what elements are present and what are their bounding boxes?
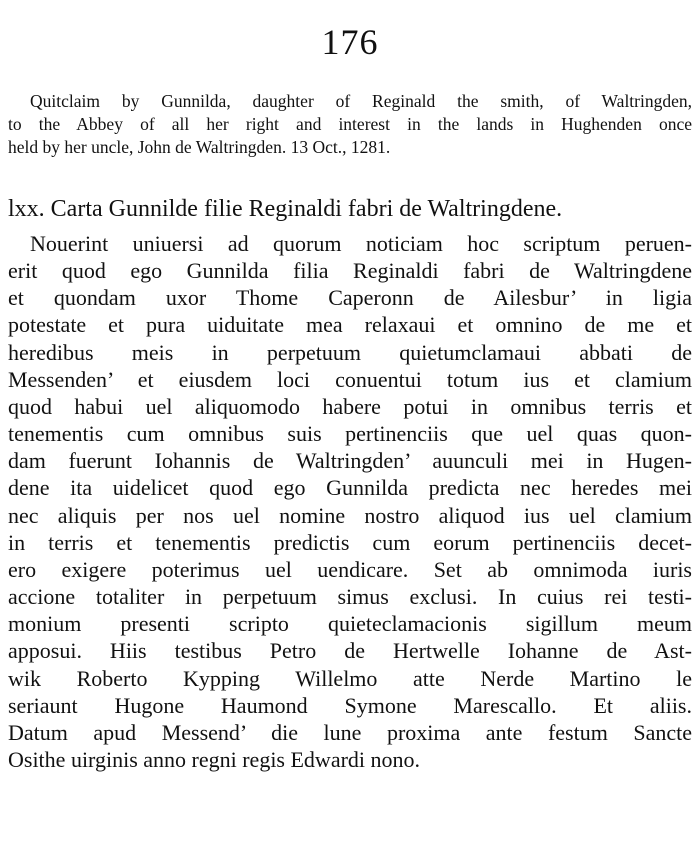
charter-summary xyxy=(8,90,692,159)
charter-heading: lxx. Carta Gunnilde filie Reginaldi fabri de Waltringdene. xyxy=(8,196,563,222)
charter-line: monium presenti scripto quieteclamacionis sigillum meum xyxy=(8,611,692,637)
charter-text xyxy=(8,230,692,773)
charter-line: Osithe uirginis anno regni regis Edwardi nono. xyxy=(8,746,421,772)
charter-line: in terris et tenementis predictis cum eorum pertinenciis decet- xyxy=(8,529,692,555)
charter-line: erit quod ego Gunnilda filia Reginaldi fabri de Waltringdene xyxy=(8,258,692,284)
page-number: 176 xyxy=(321,22,379,62)
charter-line: apposui. Hiis testibus Petro de Hertwelle Iohanne de Ast- xyxy=(8,638,692,664)
summary-line: Quitclaim by Gunnilda, daughter of Reginald the smith, of Waltringden, xyxy=(30,91,692,111)
charter-line: nec aliquis per nos uel nomine nostro aliquod ius uel clamium xyxy=(8,502,692,528)
charter-line: potestate et pura uiduitate mea relaxaui et omnino de me et xyxy=(8,312,692,338)
charter-line: dam fuerunt Iohannis de Waltringden’ auunculi mei in Hugen- xyxy=(8,448,692,474)
charter-line: seriaunt Hugone Haumond Symone Marescallo. Et aliis. xyxy=(8,692,692,718)
charter-line: dene ita uidelicet quod ego Gunnilda predicta nec heredes mei xyxy=(8,475,692,501)
charter-line: ero exigere poterimus uel uendicare. Set ab omnimoda iuris xyxy=(8,556,692,582)
charter-line: Datum apud Messend’ die lune proxima ante festum Sancte xyxy=(8,719,692,745)
charter-line: accione totaliter in perpetuum simus exclusi. In cuius rei testi- xyxy=(8,584,692,610)
summary-line: to the Abbey of all her right and interest in the lands in Hughenden once xyxy=(8,114,692,134)
charter-line: Messenden’ et eiusdem loci conuentui totum ius et clamium xyxy=(8,366,692,392)
charter-line: tenementis cum omnibus suis pertinenciis que uel quas quon- xyxy=(8,421,692,447)
charter-line: heredibus meis in perpetuum quietumclamaui abbati de xyxy=(8,339,692,365)
charter-line: wik Roberto Kypping Willelmo atte Nerde Martino le xyxy=(8,665,692,691)
charter-line: et quondam uxor Thome Caperonn de Ailesbur’ in ligia xyxy=(8,285,692,311)
summary-line: held by her uncle, John de Waltringden. 13 Oct., 1281. xyxy=(8,137,391,157)
charter-line: Nouerint uniuersi ad quorum noticiam hoc scriptum peruen- xyxy=(30,231,692,256)
charter-line: quod habui uel aliquomodo habere potui in omnibus terris et xyxy=(8,393,692,419)
